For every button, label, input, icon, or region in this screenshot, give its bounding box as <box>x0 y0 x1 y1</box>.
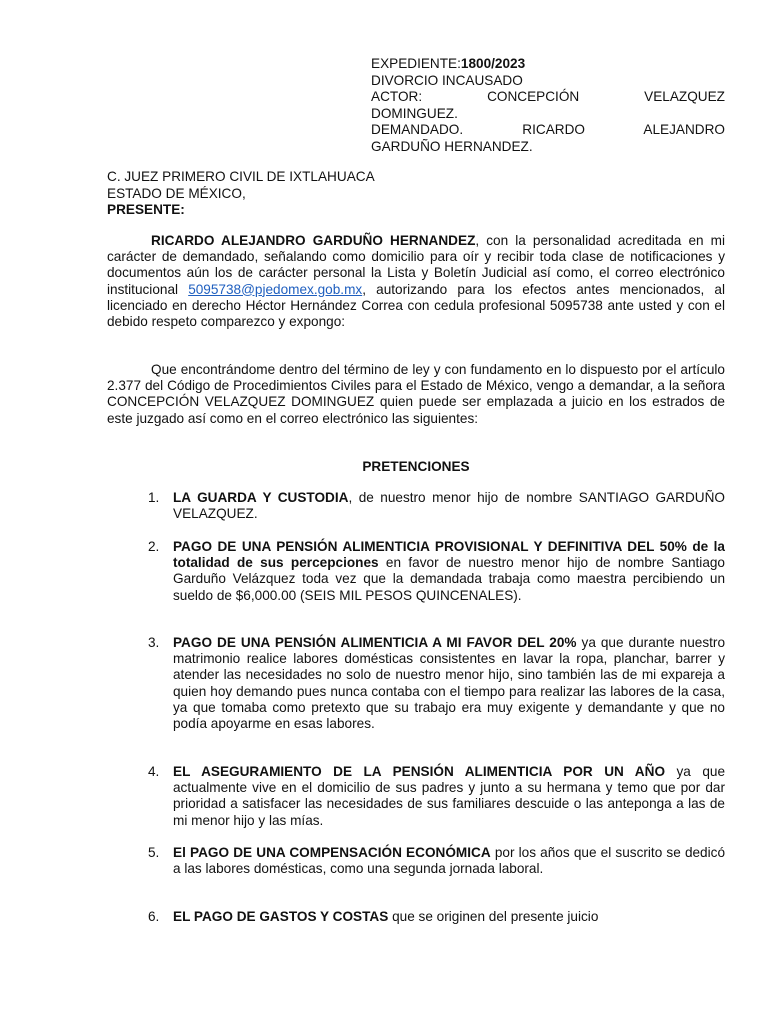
addressee-block <box>107 169 375 219</box>
expediente-number: 1800/2023 <box>460 56 526 71</box>
list-item: 1. LA GUARDA Y CUSTODIA, de nuestro menor hijo de nombre SANTIAGO GARDUÑO VELAZQUEZ. <box>148 490 725 522</box>
case-header <box>371 56 725 155</box>
addressee-state: ESTADO DE MÉXICO, <box>107 185 246 201</box>
paragraph-demand: Que encontrándome dentro del término de ley y con fundamento en lo dispuesto por el artículo 2.377 del Código de Procedimientos Civiles para el Estado de México, vengo a demandar, a la señora CONCEPCIÓN VELAZQUEZ DOMINGUEZ quien puede ser emplazada a juicio en los estrados de este juzgado así como en el correo electrónico las siguientes: <box>107 362 725 426</box>
list-item: 6. EL PAGO DE GASTOS Y COSTAS que se originen del presente juicio <box>148 909 599 924</box>
defendant-line: DEMANDADO. RICARDO ALEJANDRO <box>371 122 725 137</box>
email-link[interactable]: 5095738@pjedomex.gob.mx <box>188 281 363 297</box>
defendant-continuation: GARDUÑO HERNANDEZ. <box>371 138 533 154</box>
paragraph-introduction: RICARDO ALEJANDRO GARDUÑO HERNANDEZ, con la personalidad acreditada en mi carácter de demandado, señalando como domicilio para oír y recibir toda clase de notificaciones y documentos aún los de carácter personal la Lista y Boletín Judicial así como, el correo electrónico institucional 5095738@pjedomex.gob.mx, autorizando para los efectos antes mencionados, al licenciado en derecho Héctor Hernández Correa con cedula profesional 5095738 ante usted y con el debido respeto comparezco y expongo: <box>107 233 725 330</box>
expediente-line <box>371 56 725 73</box>
addressee-presente: PRESENTE: <box>107 202 185 217</box>
list-item: 5. El PAGO DE UNA COMPENSACIÓN ECONÓMICA por los años que el suscrito se dedicó a las labores domésticas, como una segunda jornada laboral. <box>148 845 725 877</box>
case-type: DIVORCIO INCAUSADO <box>371 72 523 88</box>
defendant-name: RICARDO ALEJANDRO GARDUÑO HERNANDEZ <box>151 233 476 248</box>
section-title: PRETENCIONES <box>362 459 470 474</box>
actor-continuation: DOMINGUEZ. <box>371 105 458 121</box>
addressee-judge: C. JUEZ PRIMERO CIVIL DE IXTLAHUACA <box>107 169 375 184</box>
actor-line: ACTOR: CONCEPCIÓN VELAZQUEZ <box>371 89 725 104</box>
expediente-label: EXPEDIENTE: <box>371 56 461 71</box>
list-item: 3. PAGO DE UNA PENSIÓN ALIMENTICIA A MI FAVOR DEL 20% ya que durante nuestro matrimonio realice labores domésticas consistentes en lavar la ropa, planchar, barrer y atender las necesidades no solo de nuestro menor hijo, sino también las de mi expareja a quien hoy demando pues nunca contaba con el tiempo para realizar las labores de la casa, ya que tomaba como pretexto que su trabajo era muy exigente y demandante y que no podía apoyarme en esas labores. <box>148 635 726 732</box>
list-item: 2. PAGO DE UNA PENSIÓN ALIMENTICIA PROVISIONAL Y DEFINITIVA DEL 50% de la totalidad de sus percepciones en favor de nuestro menor hijo de nombre Santiago Garduño Velázquez toda vez que la demandada trabaja como maestra percibiendo un sueldo de $6,000.00 (SEIS MIL PESOS QUINCENALES). <box>148 539 725 603</box>
list-item: 4. EL ASEGURAMIENTO DE LA PENSIÓN ALIMENTICIA POR UN AÑO ya que actualmente vive en el domicilio de sus padres y junto a su hermana y temo que por dar prioridad a satisfacer las necesidades de sus familiares descuide o las anteponga a las de mi menor hijo y las mías. <box>148 764 726 828</box>
